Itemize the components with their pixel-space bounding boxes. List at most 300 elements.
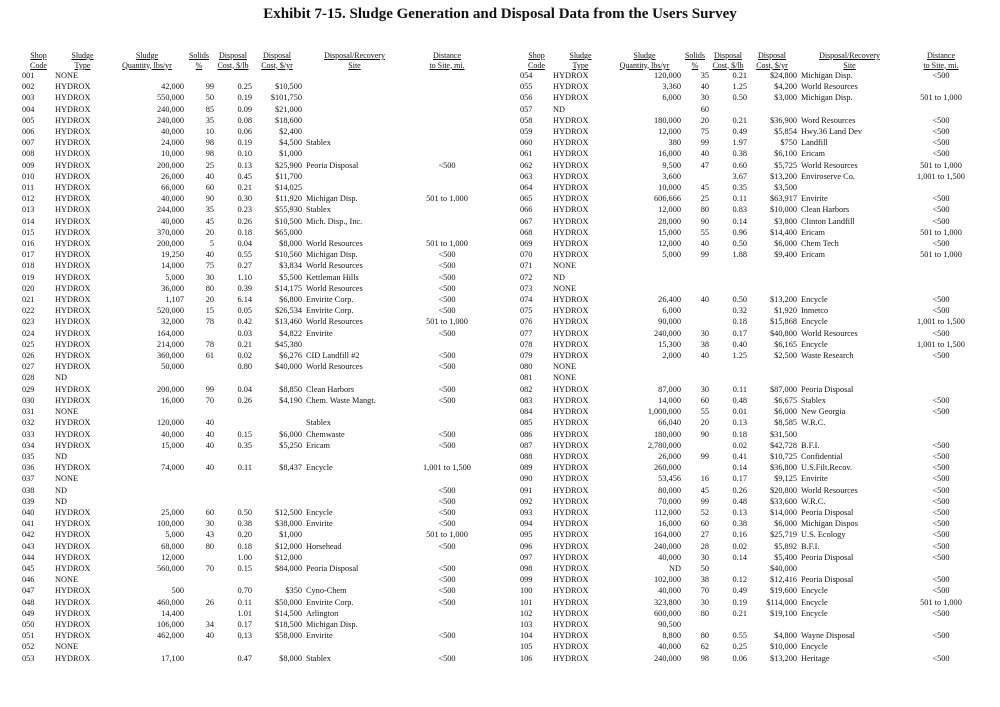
table-body (520, 70, 980, 664)
cell-cost-yr: $38,000 (275, 519, 302, 529)
column-header-line: Sludge (569, 51, 592, 60)
cell-type: HYDROX (55, 653, 91, 663)
cell-dist: 501 to 1,000 (920, 227, 962, 237)
table-row (520, 653, 980, 664)
cell-site: Ericam (801, 149, 825, 159)
cell-cost-lb: 0.96 (732, 227, 747, 237)
cell-solids: 90 (205, 194, 214, 204)
cell-site: Peoria Disposal (306, 160, 359, 170)
cell-dist: <500 (932, 306, 950, 316)
cell-site: World Resources (306, 362, 363, 372)
cell-type: HYDROX (553, 295, 589, 305)
cell-qty: 3,360 (662, 82, 681, 92)
cell-solids (184, 653, 214, 664)
cell-cost-yr: $14,025 (275, 183, 302, 193)
cell-code: 057 (520, 104, 533, 114)
cell-type: HYDROX (55, 216, 91, 226)
cell-site: Chem. Waste Mangt. (306, 395, 376, 405)
cell-dist (407, 339, 487, 350)
column-header-solids (184, 48, 214, 70)
cell-dist: <500 (932, 530, 950, 540)
cell-site: Envirite (801, 474, 828, 484)
cell-type: HYDROX (55, 429, 91, 439)
cell-type: HYDROX (553, 216, 589, 226)
cell-cost-lb: 0.50 (732, 295, 747, 305)
table-row (22, 305, 487, 316)
cell-qty (608, 361, 681, 372)
cell-site: Envirite (306, 519, 333, 529)
cell-code: 099 (520, 575, 533, 585)
cell-code: 104 (520, 631, 533, 641)
cell-cost-lb (709, 260, 747, 271)
cell-cost-yr: $5,892 (774, 541, 797, 551)
cell-cost-yr: $31,500 (770, 429, 797, 439)
cell-solids: 75 (700, 127, 709, 137)
column-header-cost-lb (214, 48, 252, 70)
cell-cost-yr: $3,500 (774, 183, 797, 193)
cell-dist (902, 104, 980, 115)
cell-cost-yr: $5,725 (774, 160, 797, 170)
cell-dist: <500 (932, 239, 950, 249)
table-row (520, 115, 980, 126)
cell-cost-yr: $36,900 (770, 115, 797, 125)
cell-type: HYDROX (553, 407, 589, 417)
cell-qty: 26,000 (658, 451, 681, 461)
column-header-line: Sludge (633, 51, 656, 60)
table-row (520, 384, 980, 395)
cell-type: NONE (553, 362, 577, 372)
cell-qty: 5,000 (165, 530, 184, 540)
cell-site: Heritage (801, 653, 830, 663)
cell-qty: 164,000 (654, 530, 681, 540)
cell-dist: <500 (438, 507, 456, 517)
cell-cost-lb: 0.13 (732, 418, 747, 428)
cell-qty: 200,000 (157, 384, 184, 394)
cell-qty: 36,000 (161, 283, 184, 293)
cell-cost-yr: $87,000 (770, 384, 797, 394)
table-row (22, 148, 487, 159)
cell-qty: 66,000 (161, 183, 184, 193)
cell-solids: 40 (700, 82, 709, 92)
cell-code: 023 (22, 317, 35, 327)
cell-solids (681, 316, 709, 327)
cell-code: 106 (520, 653, 533, 663)
cell-site: Stablex (306, 205, 331, 215)
cell-dist: <500 (932, 407, 950, 417)
cell-solids: 40 (205, 171, 214, 181)
table-row (520, 260, 980, 271)
cell-solids: 55 (700, 227, 709, 237)
table-row (520, 462, 980, 473)
cell-site: Encycle (801, 597, 828, 607)
cell-qty: 323,800 (654, 597, 681, 607)
cell-cost-yr (252, 451, 302, 462)
cell-site: Stablex (306, 653, 331, 663)
cell-cost-lb: 0.18 (237, 227, 252, 237)
cell-dist (407, 182, 487, 193)
table-row (520, 104, 980, 115)
cell-cost-yr: $10,725 (770, 451, 797, 461)
table-row (22, 496, 487, 507)
cell-dist: <500 (932, 149, 950, 159)
cell-dist: 501 to 1,000 (426, 239, 468, 249)
column-header-line: % (195, 60, 203, 70)
cell-type: HYDROX (553, 463, 589, 473)
cell-cost-yr: $350 (285, 586, 302, 596)
cell-cost-lb: 0.03 (237, 328, 252, 338)
cell-dist: <500 (438, 306, 456, 316)
cell-qty: 370,000 (157, 227, 184, 237)
cell-type: HYDROX (553, 351, 589, 361)
column-header-line: Cost, $/lb (712, 60, 744, 70)
cell-dist: <500 (932, 519, 950, 529)
table-row (22, 541, 487, 552)
cell-qty: 260,000 (654, 463, 681, 473)
cell-code: 089 (520, 463, 533, 473)
cell-qty: 8,800 (662, 631, 681, 641)
cell-solids (681, 619, 709, 630)
cell-site: Horsehead (306, 541, 342, 551)
cell-solids: 40 (700, 239, 709, 249)
cell-solids (681, 283, 709, 294)
cell-qty: 25,000 (161, 507, 184, 517)
cell-solids (184, 372, 214, 383)
cell-type: NONE (553, 261, 577, 271)
cell-solids: 35 (205, 115, 214, 125)
cell-code: 065 (520, 194, 533, 204)
cell-cost-lb: 0.15 (237, 429, 252, 439)
cell-solids: 20 (700, 115, 709, 125)
cell-cost-lb: 0.05 (237, 306, 252, 316)
cell-dist (407, 619, 487, 630)
cell-solids: 90 (700, 429, 709, 439)
cell-cost-yr: $40,000 (275, 362, 302, 372)
cell-code: 056 (520, 93, 533, 103)
cell-cost-lb: 0.10 (237, 149, 252, 159)
cell-dist: <500 (932, 351, 950, 361)
cell-qty: 87,000 (658, 384, 681, 394)
cell-site (302, 115, 407, 126)
cell-type: HYDROX (55, 507, 91, 517)
cell-dist: <500 (438, 541, 456, 551)
cell-cost-lb (214, 485, 252, 496)
cell-cost-yr (747, 361, 797, 372)
cell-site: Wayne Disposal (801, 631, 855, 641)
cell-site: Envirite Corp. (306, 306, 354, 316)
cell-qty: 40,000 (658, 552, 681, 562)
cell-code: 101 (520, 597, 533, 607)
cell-dist: <500 (932, 71, 950, 80)
cell-solids: 99 (700, 138, 709, 148)
table-row (520, 137, 980, 148)
cell-dist (902, 429, 980, 440)
cell-type: HYDROX (553, 71, 589, 80)
cell-dist (407, 641, 487, 652)
table-row (22, 485, 487, 496)
cell-solids: 40 (205, 440, 214, 450)
cell-type: HYDROX (55, 261, 91, 271)
table-row (22, 81, 487, 92)
table-row (22, 406, 487, 417)
cell-site (302, 485, 407, 496)
cell-cost-lb: 0.18 (732, 317, 747, 327)
cell-dist: <500 (932, 194, 950, 204)
cell-type: NONE (55, 71, 79, 80)
cell-type: HYDROX (553, 149, 589, 159)
table-row (520, 372, 980, 383)
table-row (22, 653, 487, 664)
cell-solids: 25 (205, 160, 214, 170)
cell-site: Envirite Corp. (306, 295, 354, 305)
cell-type: HYDROX (553, 227, 589, 237)
cell-cost-lb: 0.21 (237, 183, 252, 193)
table-row (520, 395, 980, 406)
cell-code: 052 (22, 642, 35, 652)
cell-code: 039 (22, 496, 35, 506)
cell-qty: 9,500 (662, 160, 681, 170)
cell-site: Ericam (801, 227, 825, 237)
cell-site (302, 339, 407, 350)
cell-qty (110, 372, 184, 383)
cell-dist: 501 to 1,000 (920, 160, 962, 170)
cell-type: HYDROX (55, 619, 91, 629)
column-header-solids (681, 48, 709, 70)
cell-site (797, 260, 902, 271)
cell-code: 033 (22, 429, 35, 439)
cell-solids: 80 (205, 283, 214, 293)
cell-cost-lb: 1.97 (732, 138, 747, 148)
cell-site: World Resources (801, 485, 858, 495)
cell-dist (407, 171, 487, 182)
cell-code: 078 (520, 339, 533, 349)
cell-solids: 43 (205, 530, 214, 540)
cell-code: 100 (520, 586, 533, 596)
column-header-line: Code (30, 60, 47, 70)
cell-solids: 61 (205, 351, 214, 361)
cell-site (302, 92, 407, 103)
cell-type: NONE (55, 575, 79, 585)
cell-cost-yr: $14,500 (275, 608, 302, 618)
cell-qty: 550,000 (157, 93, 184, 103)
cell-dist (902, 619, 980, 630)
cell-dist: <500 (932, 474, 950, 484)
cell-solids (681, 440, 709, 451)
cell-solids: 30 (205, 519, 214, 529)
cell-solids: 20 (205, 227, 214, 237)
cell-code: 051 (22, 631, 35, 641)
cell-dist: <500 (438, 575, 456, 585)
cell-cost-lb (709, 372, 747, 383)
cell-site: Confidential (801, 451, 843, 461)
cell-cost-lb: 0.12 (732, 575, 747, 585)
cell-dist: 501 to 1,000 (426, 194, 468, 204)
cell-type: HYDROX (553, 317, 589, 327)
cell-dist: <500 (438, 351, 456, 361)
cell-dist: <500 (438, 160, 456, 170)
table-row (520, 283, 980, 294)
cell-cost-yr: $6,000 (774, 519, 797, 529)
cell-site: Peoria Disposal (801, 384, 854, 394)
column-header-line: Type (572, 60, 589, 70)
table-row (520, 507, 980, 518)
cell-dist: <500 (932, 496, 950, 506)
cell-cost-lb: 0.26 (237, 395, 252, 405)
table-row (520, 204, 980, 215)
table-row (520, 126, 980, 137)
cell-solids: 15 (205, 306, 214, 316)
cell-solids: 5 (209, 239, 214, 249)
cell-cost-lb: 0.21 (237, 339, 252, 349)
cell-cost-lb: 0.38 (237, 519, 252, 529)
cell-type: HYDROX (55, 418, 91, 428)
cell-dist: <500 (438, 272, 456, 282)
cell-dist (902, 81, 980, 92)
cell-qty (110, 70, 184, 81)
table-row (22, 171, 487, 182)
table-row (22, 104, 487, 115)
cell-type: HYDROX (553, 395, 589, 405)
cell-qty: 12,000 (658, 239, 681, 249)
cell-cost-lb: 0.11 (237, 463, 252, 473)
cell-cost-lb: 0.49 (732, 586, 747, 596)
cell-cost-lb: 0.35 (732, 183, 747, 193)
cell-solids: 99 (700, 250, 709, 260)
cell-solids: 99 (205, 82, 214, 92)
cell-code: 073 (520, 283, 533, 293)
cell-qty (608, 260, 681, 271)
cell-cost-lb: 0.21 (732, 71, 747, 80)
table-row (520, 193, 980, 204)
table-row (22, 182, 487, 193)
column-header-type (553, 48, 608, 70)
column-header-line: Disposal (263, 51, 291, 60)
cell-site: Michigan Disp. (306, 194, 358, 204)
cell-dist: <500 (932, 216, 950, 226)
cell-cost-yr: $3,000 (774, 93, 797, 103)
cell-code: 068 (520, 227, 533, 237)
cell-cost-yr (252, 641, 302, 652)
table-row (520, 216, 980, 227)
cell-solids (681, 272, 709, 283)
column-header-site (302, 48, 407, 70)
cell-type: HYDROX (553, 530, 589, 540)
cell-cost-lb: 0.45 (237, 171, 252, 181)
cell-type: HYDROX (55, 82, 91, 92)
cell-type: HYDROX (553, 552, 589, 562)
cell-qty: 26,000 (161, 171, 184, 181)
cell-cost-lb (214, 641, 252, 652)
cell-solids: 80 (700, 608, 709, 618)
cell-site: Michigan Disp. (801, 93, 853, 103)
cell-solids: 60 (205, 507, 214, 517)
cell-type: HYDROX (553, 631, 589, 641)
cell-solids: 25 (700, 194, 709, 204)
cell-type: NONE (55, 474, 79, 484)
cell-solids: 98 (700, 653, 709, 663)
table-row (22, 238, 487, 249)
cell-dist: <500 (932, 653, 950, 663)
cell-qty: 68,000 (161, 541, 184, 551)
cell-site: Peoria Disposal (801, 507, 854, 517)
cell-cost-yr: $10,000 (770, 642, 797, 652)
cell-site (302, 81, 407, 92)
cell-code: 029 (22, 384, 35, 394)
cell-code: 007 (22, 138, 35, 148)
cell-dist: <500 (438, 440, 456, 450)
cell-solids: 80 (700, 631, 709, 641)
cell-cost-yr: $5,854 (774, 127, 797, 137)
cell-solids: 70 (205, 563, 214, 573)
cell-cost-yr: $10,500 (275, 216, 302, 226)
table-header (22, 48, 487, 70)
cell-dist: 501 to 1,000 (426, 530, 468, 540)
cell-type: HYDROX (55, 149, 91, 159)
cell-cost-lb: 0.38 (732, 149, 747, 159)
cell-site: CID Landfill #2 (306, 351, 360, 361)
table-row (22, 372, 487, 383)
cell-dist: 1,001 to 1,500 (423, 463, 471, 473)
column-header-line: Solids (684, 51, 705, 60)
cell-dist (407, 92, 487, 103)
table-row (22, 328, 487, 339)
cell-site: Landfill (801, 138, 828, 148)
cell-cost-yr: $8,585 (774, 418, 797, 428)
column-header-line: to Site, mi. (923, 60, 959, 70)
cell-cost-yr: $9,125 (774, 474, 797, 484)
cell-type: HYDROX (553, 328, 589, 338)
cell-cost-lb (214, 451, 252, 462)
cell-type: HYDROX (553, 306, 589, 316)
cell-solids: 75 (205, 261, 214, 271)
cell-code: 020 (22, 283, 35, 293)
table-row (22, 574, 487, 585)
cell-site: Inmetco (801, 306, 829, 316)
cell-cost-lb: 0.55 (237, 250, 252, 260)
cell-dist: 501 to 1,000 (426, 317, 468, 327)
cell-code: 093 (520, 507, 533, 517)
cell-type: HYDROX (553, 586, 589, 596)
cell-site (797, 182, 902, 193)
cell-code: 009 (22, 160, 35, 170)
column-header-cost-lb (709, 48, 747, 70)
table-row (520, 440, 980, 451)
cell-qty: ND (669, 563, 681, 573)
cell-dist: <500 (932, 127, 950, 137)
cell-dist (902, 361, 980, 372)
table-row (520, 238, 980, 249)
cell-cost-yr: $12,000 (275, 541, 302, 551)
cell-solids: 80 (205, 541, 214, 551)
cell-cost-yr: $63,917 (770, 194, 797, 204)
table-row (22, 395, 487, 406)
cell-type: HYDROX (55, 160, 91, 170)
table-row (22, 272, 487, 283)
cell-type: HYDROX (553, 563, 589, 573)
cell-site: World Resources (801, 160, 858, 170)
cell-cost-lb: 0.13 (237, 160, 252, 170)
cell-qty: 2,780,000 (647, 440, 681, 450)
cell-solids: 47 (700, 160, 709, 170)
cell-site: Peoria Disposal (801, 552, 854, 562)
cell-site: Michigan Dispos (801, 519, 858, 529)
cell-site: Ericam (306, 440, 330, 450)
cell-qty: 74,000 (161, 463, 184, 473)
cell-qty: 12,000 (658, 205, 681, 215)
cell-solids: 38 (700, 339, 709, 349)
column-header-line: Shop (30, 51, 47, 60)
cell-solids: 45 (205, 216, 214, 226)
cell-code: 017 (22, 250, 35, 260)
